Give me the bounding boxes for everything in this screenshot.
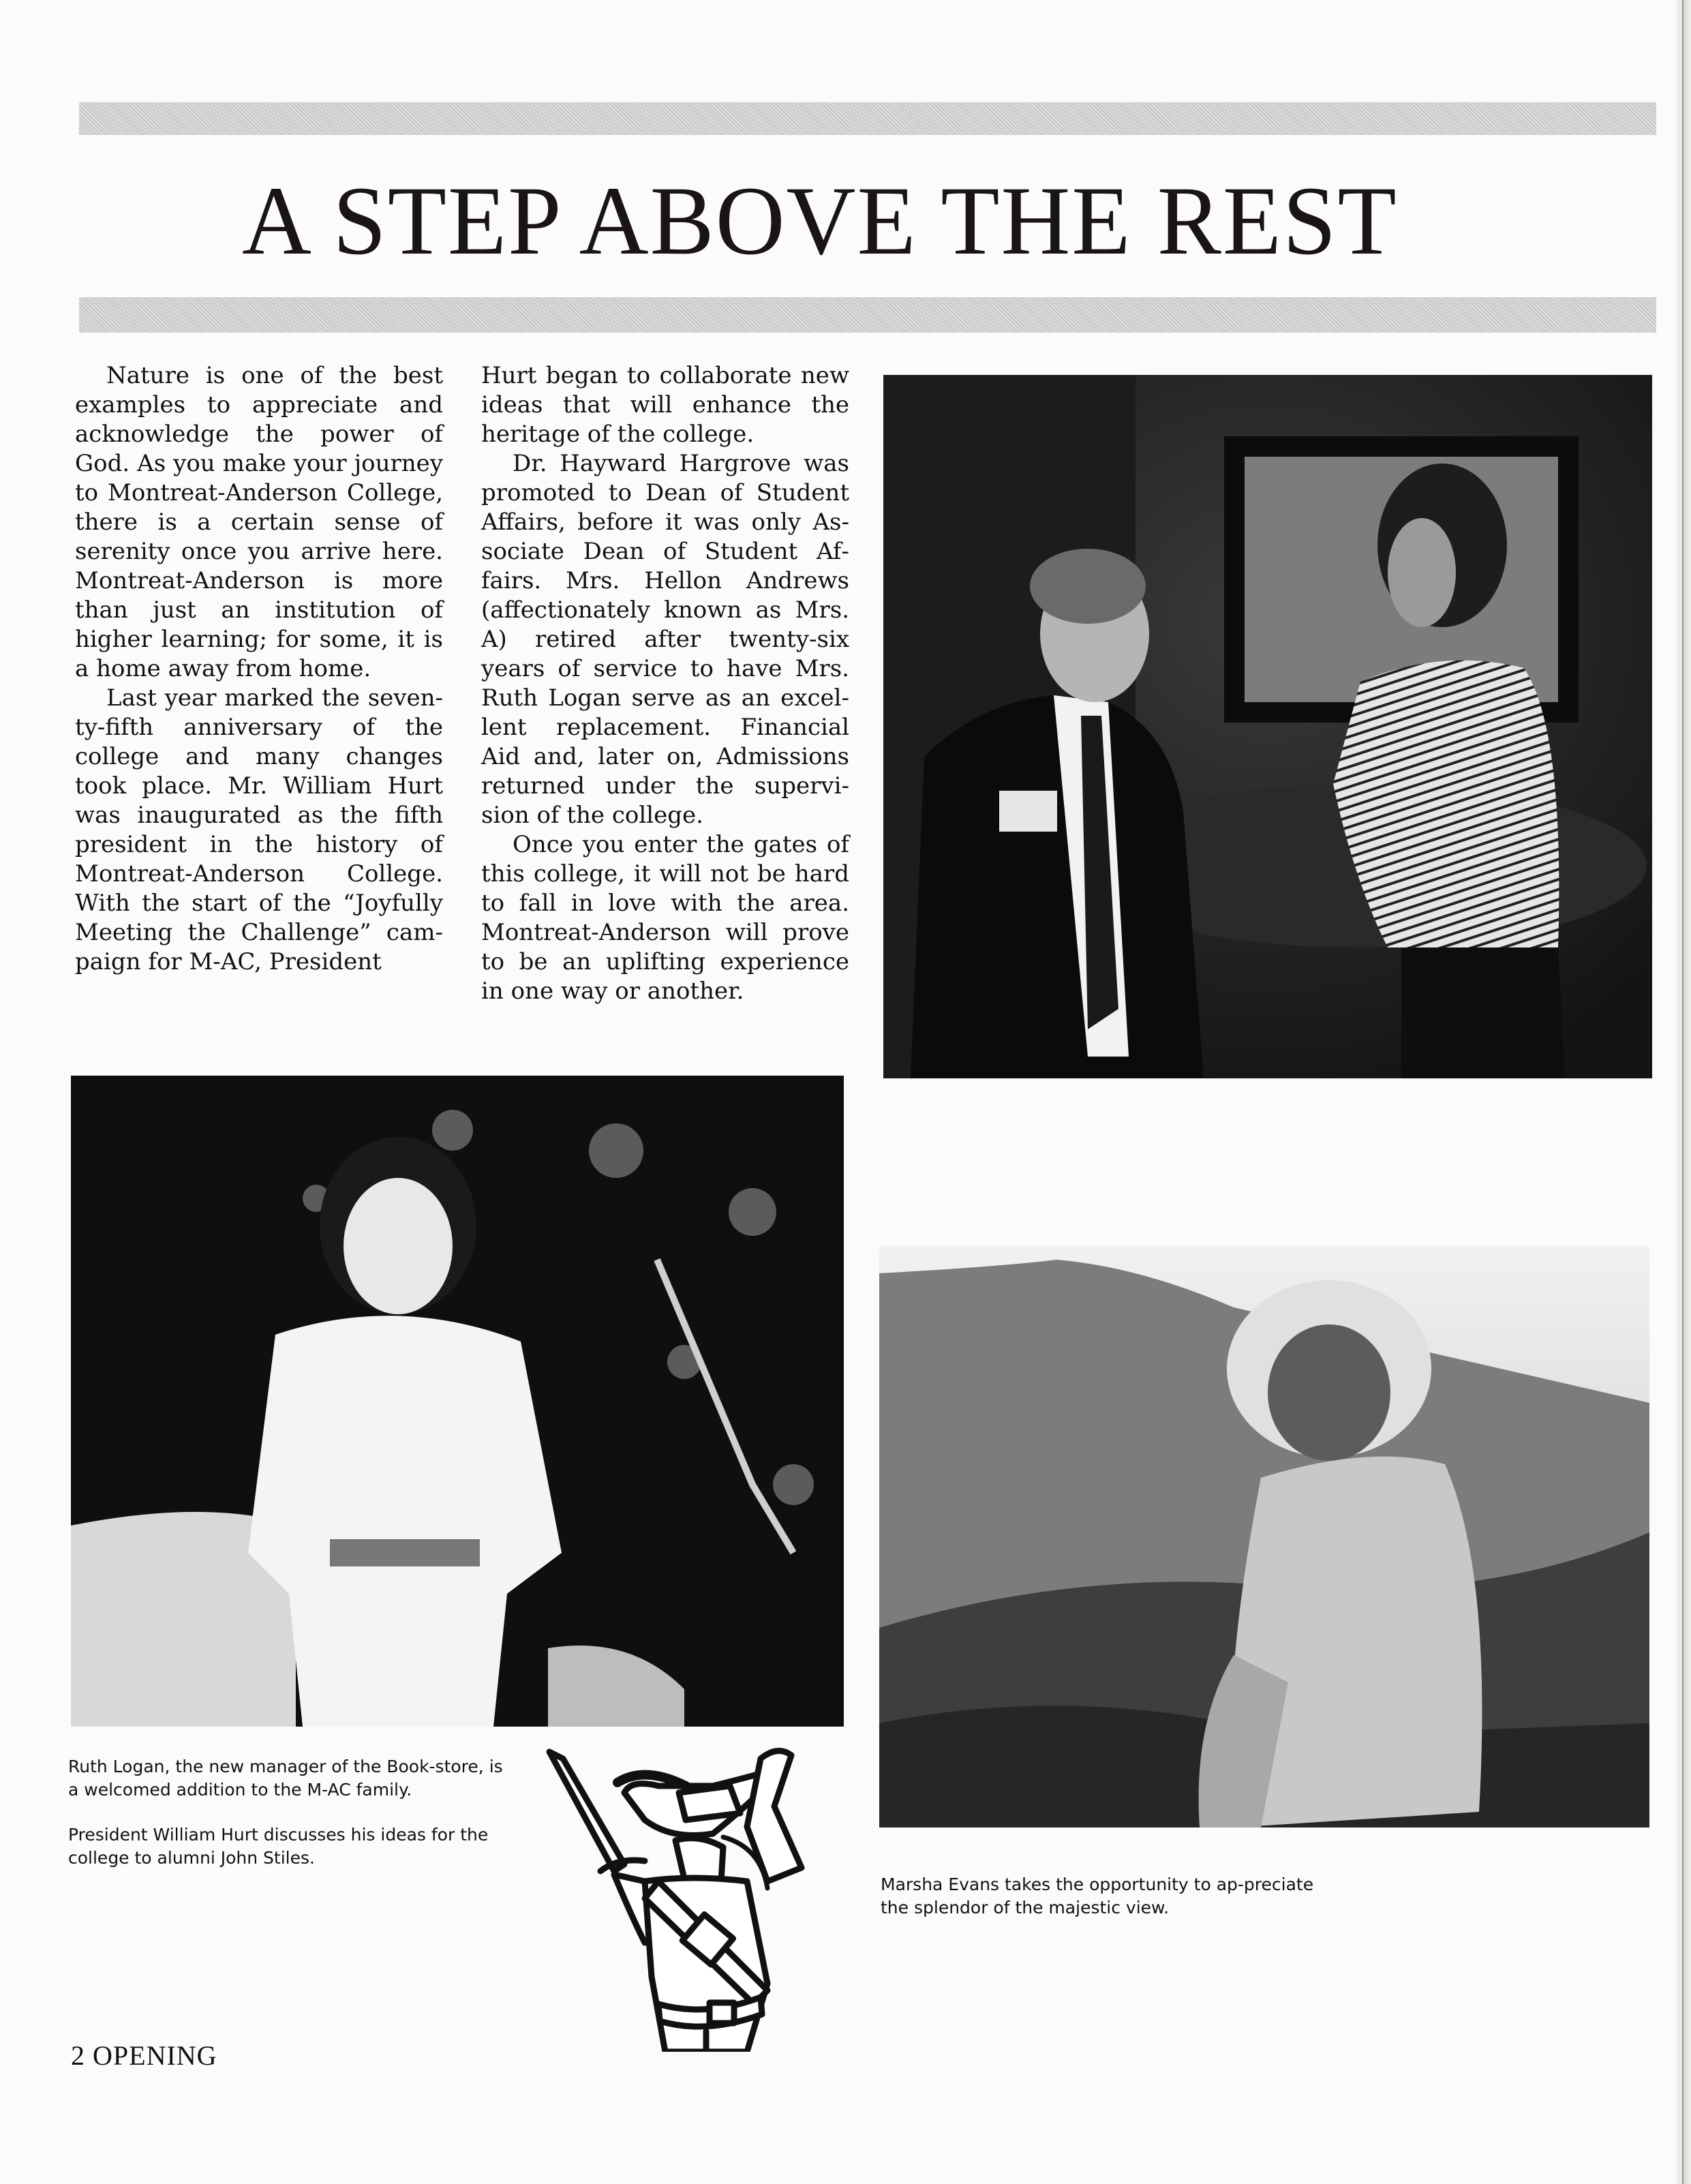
photo-hurt-and-stiles-image [883, 375, 1652, 1078]
page-gutter-edge [1676, 0, 1691, 2184]
paragraph: Once you enter the gates of this college, it will not be hard to fall in love with the area. Montreat-Anderson will prove to be an uplifting experience in one way or another. [481, 831, 849, 1005]
article-column-1 [75, 361, 443, 977]
photo-ruth-logan [71, 1076, 844, 1727]
header-band-bottom [79, 297, 1656, 333]
paragraph: Last year marked the seventy-fifth anniversary of the college and many changes took place. Mr. William Hurt was inaugurated as the fifth president in the history of Montreat-Anderson College. With the start of the “Joyfully Meeting the Challenge” campaign for M-AC, President [75, 684, 443, 975]
photo-marsha-evans [879, 1246, 1649, 1827]
cavalier-mascot-icon [543, 1745, 853, 2052]
caption-ruth-logan: Ruth Logan, the new manager of the Book-store, is a welcomed addition to the M-AC family. [68, 1757, 503, 1800]
photo-marsha-evans-image [879, 1246, 1649, 1827]
article-column-2 [481, 361, 849, 1006]
paragraph: Dr. Hayward Hargrove was promoted to Dean of Student Affairs, before it was only Associate Dean of Student Affairs. Mrs. Hellon Andrews (affectionately known as Mrs. A) retired after twenty-six years of service to have Mrs. Ruth Logan serve as an excellent replacement. Financial Aid and, later on, Admissions returned under the supervision of the college. [481, 450, 849, 829]
paragraph-continuation: Hurt began to collaborate new ideas that will enhance the heritage of the college. [481, 362, 849, 448]
caption-left [68, 1755, 504, 1892]
paragraph: Nature is one of the best examples to appreciate and acknowledge the power of God. As you make your journey to Montreat-Anderson College, there is a certain sense of serenity once you arrive here. Montreat-Anderson is more than just an institution of higher learning; for some, it is a home away from home. [75, 362, 443, 682]
photo-hurt-and-stiles [883, 375, 1652, 1078]
photo-ruth-logan-image [71, 1076, 844, 1727]
caption-hurt-stiles: President William Hurt discusses his ideas for the college to alumni John Stiles. [68, 1825, 489, 1868]
header-band-top [79, 102, 1656, 135]
page-title: A STEP ABOVE THE REST [242, 167, 1398, 275]
caption-marsha-evans: Marsha Evans takes the opportunity to ap-preciate the splendor of the majestic view. [881, 1875, 1314, 1917]
page-folio: 2 OPENING [71, 2040, 217, 2071]
